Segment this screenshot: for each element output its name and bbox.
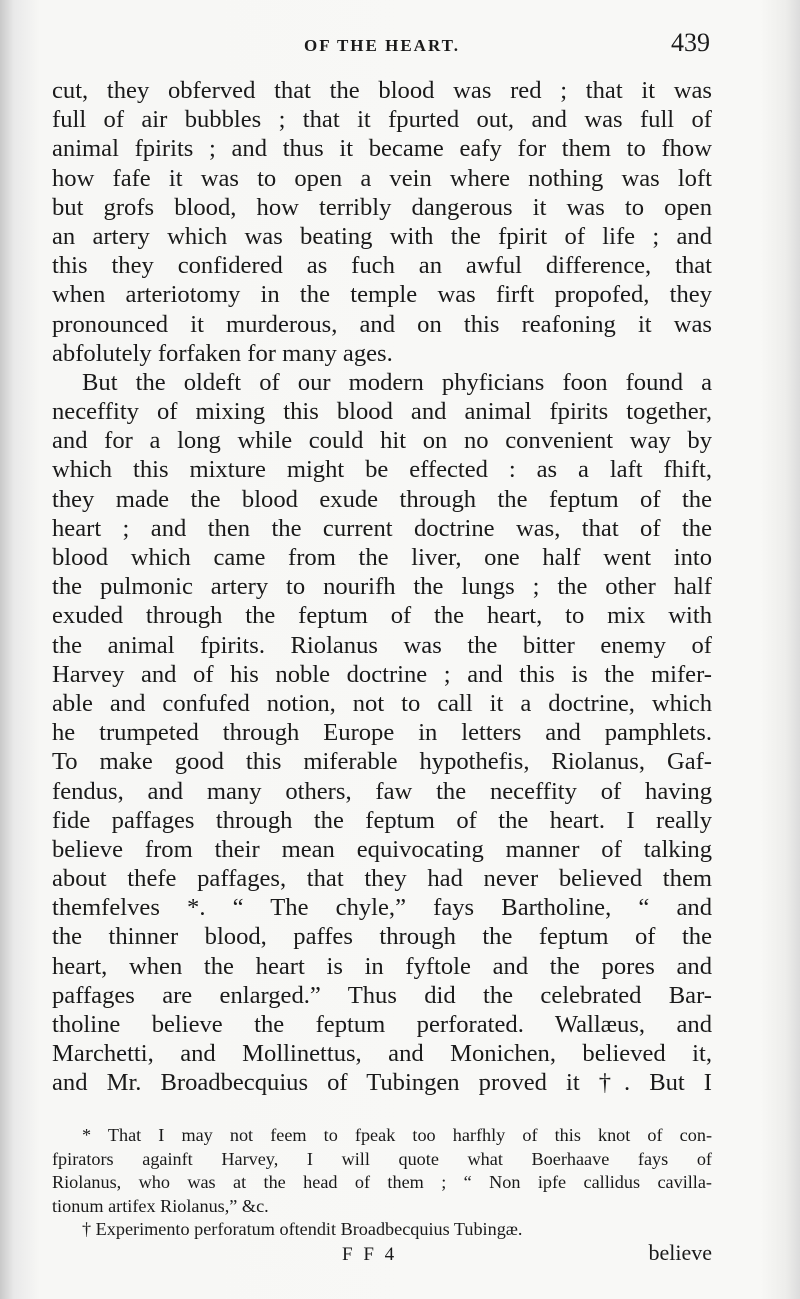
text-line: exuded through the feptum of the heart, to mix with <box>52 602 712 630</box>
text-line: But the oldeft of our modern phyficians foon found a <box>82 368 712 396</box>
footnote-line: tionum artifex Riolanus,” &c. <box>52 1195 269 1216</box>
footnote-line: † Experimento perforatum oftendit Broadbecquius Tubingæ. <box>82 1219 523 1239</box>
text-line: and Mr. Broadbecquius of Tubingen proved it †. But I <box>52 1069 712 1097</box>
footnote-line: Riolanus, who was at the head of them ; “ Non ipfe callidus cavilla- <box>52 1172 712 1192</box>
footnote-line: * That I may not feem to fpeak too harfhly of this knot of con- <box>82 1125 712 1145</box>
text-line: heart, when the heart is in fyftole and the pores and <box>52 952 712 980</box>
text-line: blood which came from the liver, one half went into <box>52 544 712 571</box>
text-line: but grofs blood, how terribly dangerous it was to open <box>52 193 712 221</box>
text-line: how fafe it was to open a vein where nothing was loft <box>52 164 712 192</box>
text-line: the thinner blood, paffes through the feptum of the <box>52 923 712 951</box>
text-line: Marchetti, and Mollinettus, and Monichen, believed it, <box>52 1040 712 1068</box>
text-line: abfolutely forfaken for many ages. <box>52 339 393 367</box>
text-line: they made the blood exude through the feptum of the <box>52 485 712 513</box>
text-line: animal fpirits ; and thus it became eafy for them to fhow <box>52 135 712 163</box>
text-line: themfelves *. “ The chyle,” fays Bartholine, “ and <box>52 894 712 922</box>
text-line: To make good this miferable hypothefis, Riolanus, Gaf- <box>52 748 712 776</box>
text-line: neceffity of mixing this blood and animal fpirits together, <box>52 398 712 426</box>
catchword: believe <box>648 1240 712 1265</box>
text-line: about thefe paffages, that they had never believed them <box>52 865 712 893</box>
page-header <box>52 28 712 64</box>
text-line: and for a long while could hit on no convenient way by <box>52 427 712 455</box>
text-line: fendus, and many others, faw the neceffity of having <box>52 777 712 805</box>
text-line: the animal fpirits. Riolanus was the bitter enemy of <box>52 631 712 659</box>
text-line: heart ; and then the current doctrine was, that of the <box>52 514 712 542</box>
text-line: the pulmonic artery to nourifh the lungs ; the other half <box>52 573 712 601</box>
text-line: he trumpeted through Europe in letters and pamphlets. <box>52 719 712 747</box>
signature-mark: F F 4 <box>342 1244 398 1265</box>
text-line: believe from their mean equivocating manner of talking <box>52 835 712 863</box>
footnotes <box>52 1124 712 1242</box>
text-line: able and confufed notion, not to call it a doctrine, which <box>52 689 712 717</box>
text-line: this they confidered as fuch an awful difference, that <box>52 252 712 280</box>
text-line: cut, they obferved that the blood was red ; that it was <box>52 77 712 104</box>
text-line: when arteriotomy in the temple was firft propofed, they <box>52 281 712 309</box>
footnote-line: fpirators againft Harvey, I will quote what Boerhaave fays of <box>52 1148 712 1169</box>
text-line: full of air bubbles ; that it fpurted out, and was full of <box>52 106 712 134</box>
page-footer <box>52 1240 712 1274</box>
running-head: OF THE HEART. <box>304 36 460 55</box>
text-line: pronounced it murderous, and on this reafoning it was <box>52 310 712 338</box>
text-line: an artery which was beating with the fpirit of life ; and <box>52 222 712 250</box>
text-line: fide paffages through the feptum of the heart. I really <box>52 806 712 834</box>
body-text <box>52 76 712 1098</box>
text-line: tholine believe the feptum perforated. Wallæus, and <box>52 1011 712 1038</box>
text-line: which this mixture might be effected : as a laft fhift, <box>52 456 712 484</box>
text-line: paffages are enlarged.” Thus did the celebrated Bar- <box>52 981 712 1009</box>
page-number: 439 <box>671 28 710 57</box>
text-line: Harvey and of his noble doctrine ; and this is the mifer- <box>52 660 712 688</box>
